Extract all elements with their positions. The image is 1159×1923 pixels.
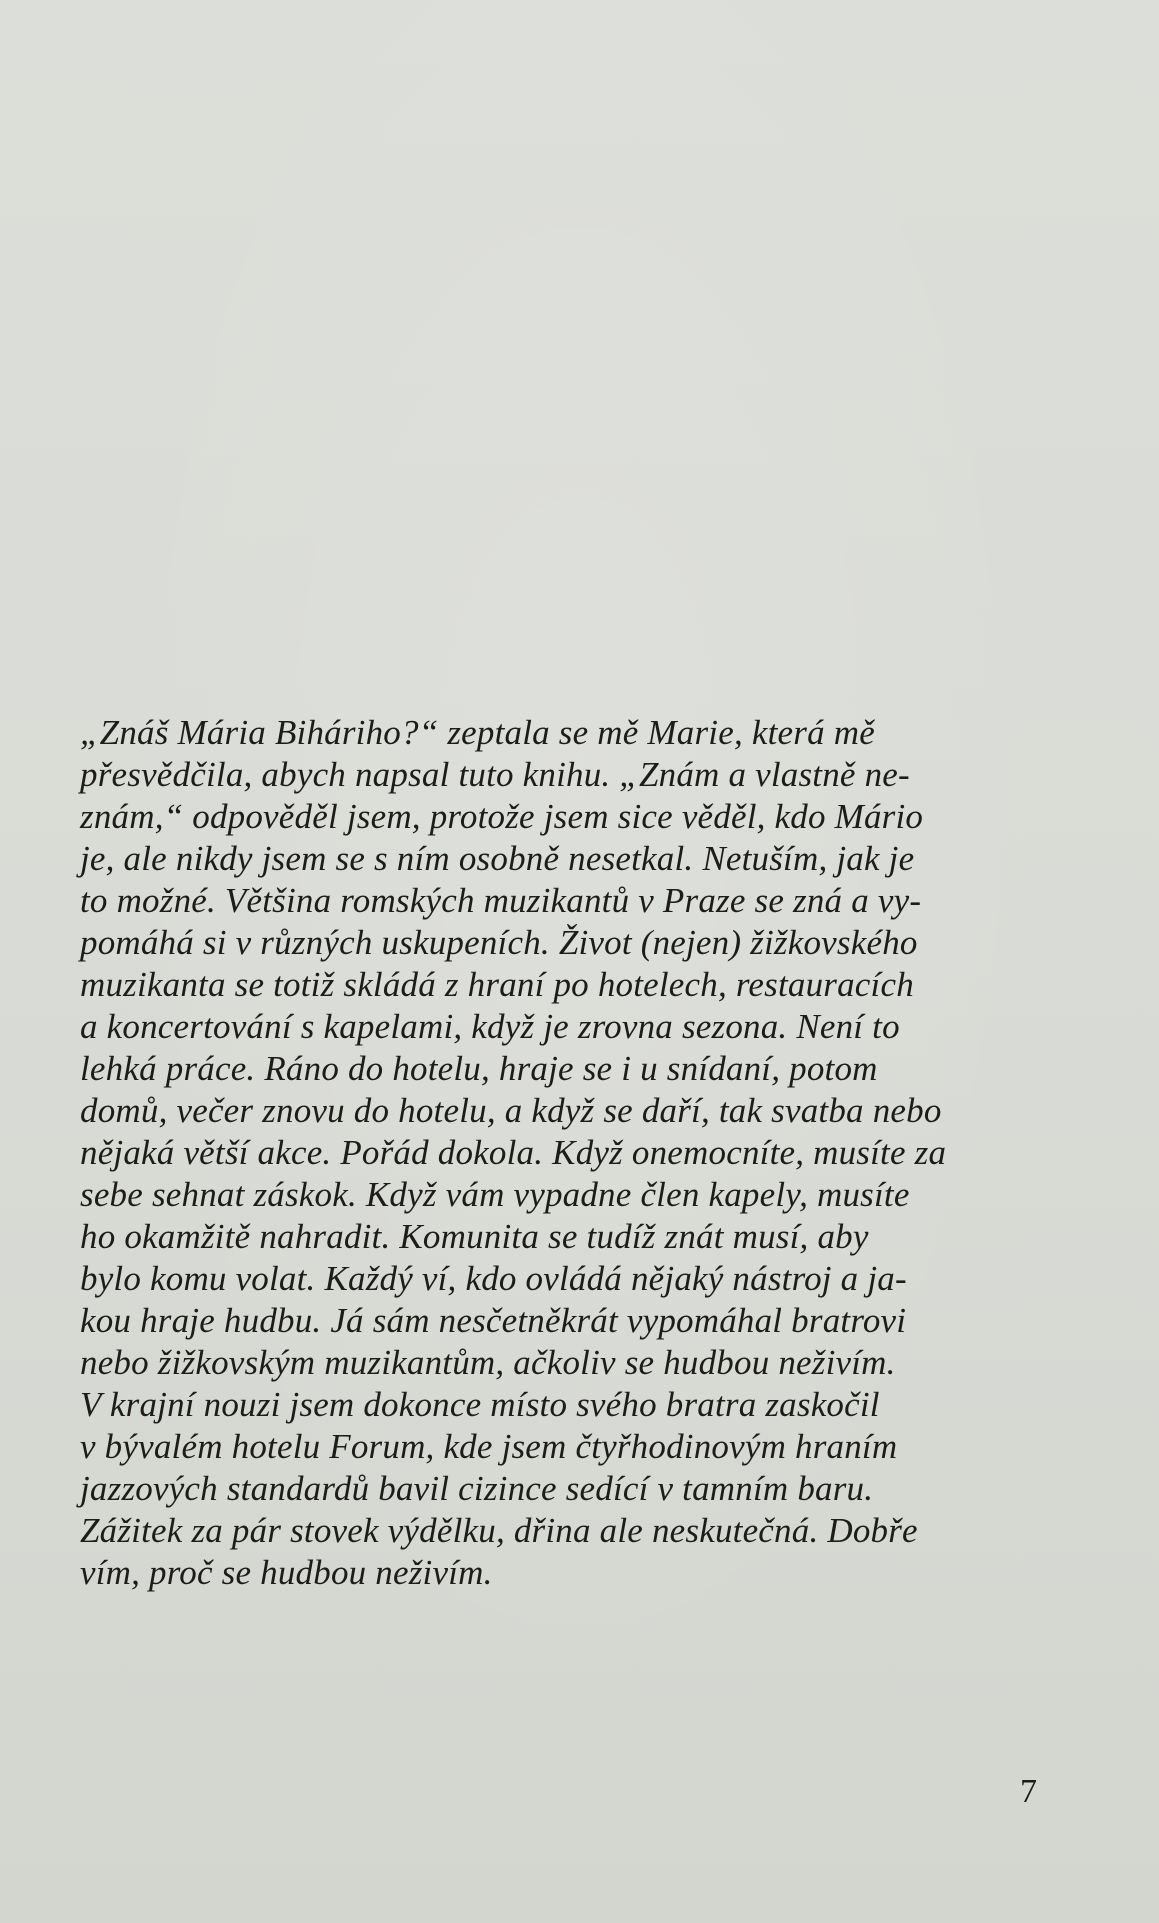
text-line: pomáhá si v různých uskupeních. Život (nejen) žižkovského (80, 923, 918, 962)
text-line: nějaká větší akce. Pořád dokola. Když onemocníte, musíte za (80, 1133, 947, 1172)
text-line: a koncertování s kapelami, když je zrovna sezona. Není to (80, 1007, 900, 1046)
text-line: kou hraje hudbu. Já sám nesčetněkrát vypomáhal bratrovi (80, 1301, 907, 1340)
page-number: 7 (1020, 1773, 1037, 1810)
text-line: jazzových standardů bavil cizince sedící v tamním baru. (80, 1469, 874, 1508)
text-line: přesvědčila, abych napsal tuto knihu. „Znám a vlastně ne- (80, 755, 910, 794)
text-line: v bývalém hotelu Forum, kde jsem čtyřhodinovým hraním (80, 1427, 898, 1466)
text-line: to možné. Většina romských muzikantů v Praze se zná a vy- (80, 881, 922, 920)
text-line: bylo komu volat. Každý ví, kdo ovládá nějaký nástroj a ja- (80, 1259, 907, 1298)
text-line: nebo žižkovským muzikantům, ačkoliv se hudbou neživím. (80, 1343, 896, 1382)
text-line: lehká práce. Ráno do hotelu, hraje se i u snídaní, potom (80, 1049, 878, 1088)
text-line: domů, večer znovu do hotelu, a když se daří, tak svatba nebo (80, 1091, 942, 1130)
text-line: V krajní nouzi jsem dokonce místo svého bratra zaskočil (80, 1385, 880, 1424)
text-line: znám,“ odpověděl jsem, protože jsem sice věděl, kdo Mário (80, 797, 924, 836)
text-line: Zážitek za pár stovek výdělku, dřina ale neskutečná. Dobře (80, 1511, 918, 1550)
text-line: ho okamžitě nahradit. Komunita se tudíž znát musí, aby (80, 1217, 869, 1256)
text-line: je, ale nikdy jsem se s ním osobně nesetkal. Netuším, jak je (80, 839, 915, 878)
text-line: vím, proč se hudbou neživím. (80, 1553, 493, 1592)
text-line: muzikanta se totiž skládá z hraní po hotelech, restauracích (80, 965, 914, 1004)
text-line: sebe sehnat záskok. Když vám vypadne člen kapely, musíte (80, 1175, 910, 1214)
text-line: „Znáš Mária Biháriho?“ zeptala se mě Marie, která mě (80, 713, 875, 752)
